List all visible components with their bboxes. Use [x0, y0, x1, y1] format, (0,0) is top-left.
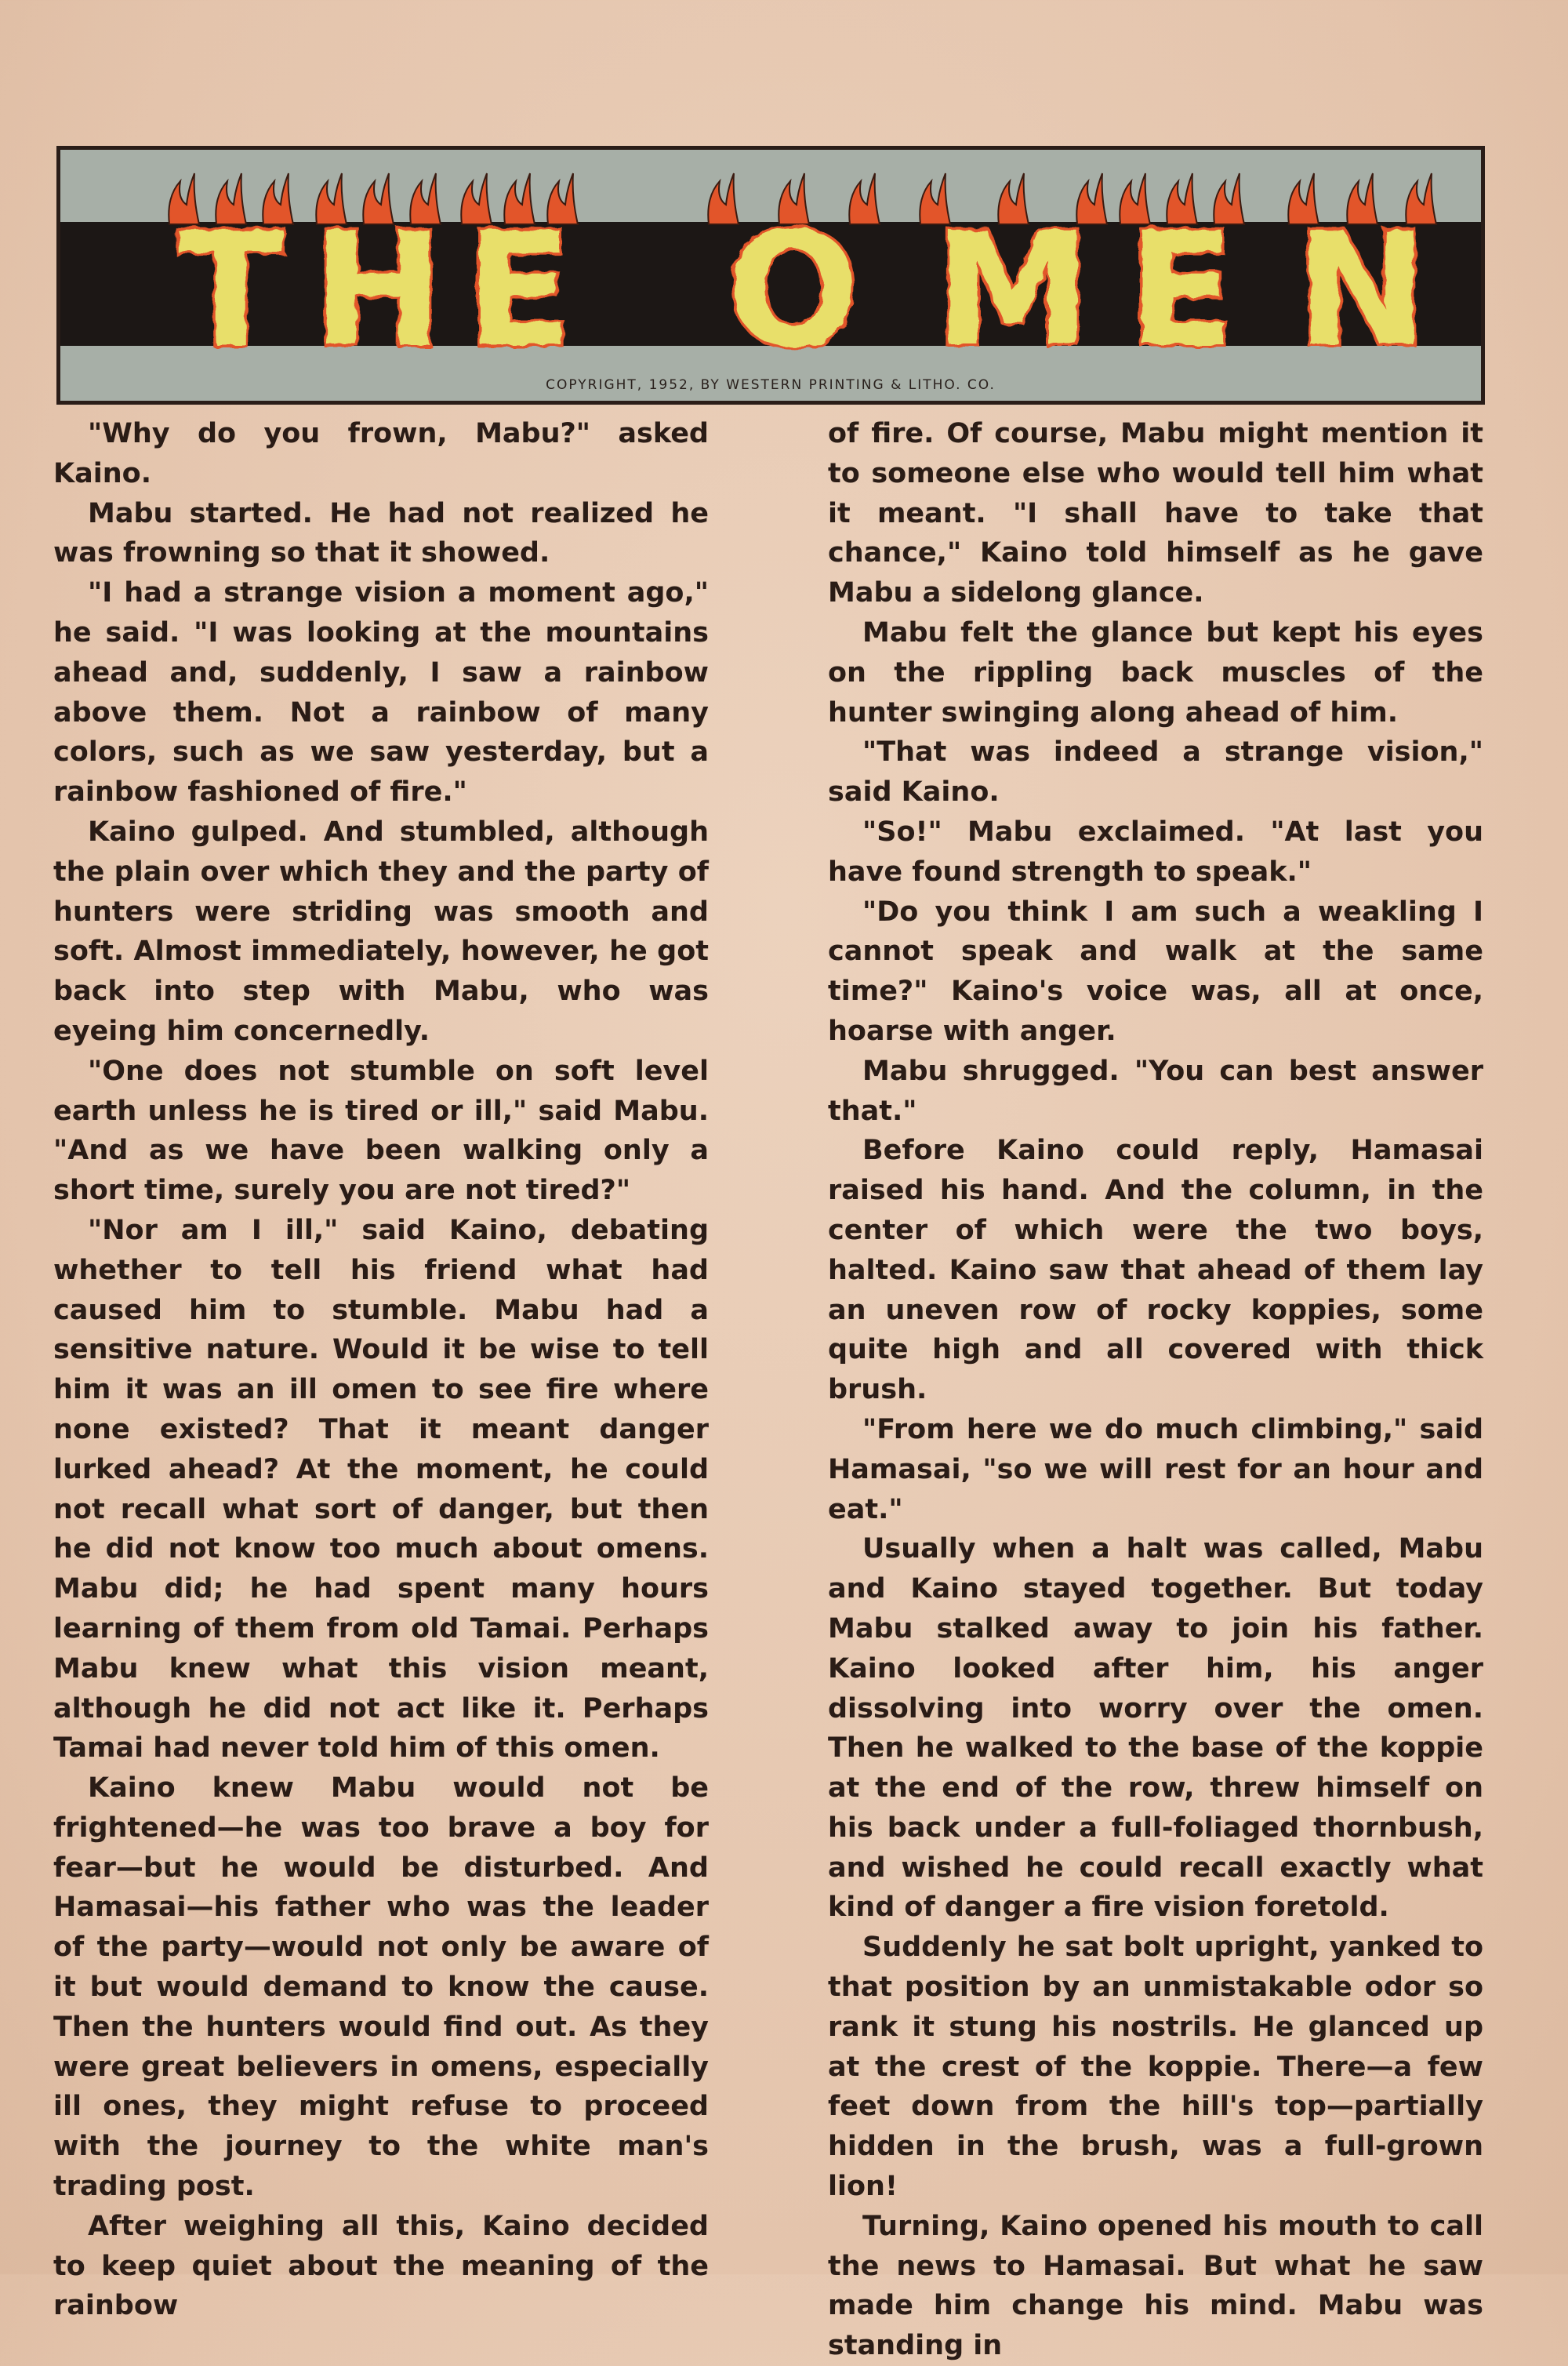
paragraph: Before Kaino could reply, Hamasai raised his hand. And the column, in the center of which were the two boys, halted. Kaino saw that ahead of them lay an uneven row of rocky koppies, some quite high and all covered with thick brush.: [828, 1135, 1483, 1406]
title-letter: E: [465, 199, 573, 377]
paragraph: "One does not stumble on soft level earth unless he is tired or ill," said Mabu. "And as we have been walking only a short time, surely you are not tired?": [53, 1055, 709, 1207]
title-letter: H: [312, 199, 444, 377]
title-banner: [56, 146, 1485, 405]
paragraph: "From here we do much climbing," said Hamasai, "so we will rest for an hour and eat.": [828, 1413, 1483, 1525]
paragraph: Turning, Kaino opened his mouth to call the news to Hamasai. But what he saw made him change his mind. Mabu was standing in: [828, 2210, 1483, 2362]
paragraph: "So!" Mabu exclaimed. "At last you have found strength to speak.": [828, 816, 1483, 888]
paragraph: Kaino knew Mabu would not be frightened—he was too brave a boy for fear—but he would be disturbed. And Hamasai—his father who was the leader of the party—would not only be aware of it but would demand to know the cause. Then the hunters would find out. As they were great believers in omens, especially ill ones, they might refuse to proceed with the journey to the white man's trading post.: [53, 1772, 709, 2203]
paragraph: "I had a strange vision a moment ago," he said. "I was looking at the mountains ahead and, suddenly, I saw a rainbow above them. Not a rainbow of many colors, such as we saw yesterday, but a rainbow fashioned of fire.": [53, 577, 709, 809]
paragraph: of fire. Of course, Mabu might mention it to someone else who would tell him what it meant. "I shall have to take that chance," Kaino told himself as he gave Mabu a sidelong glance.: [828, 418, 1483, 609]
story-title: [60, 150, 1481, 377]
paragraph: Usually when a halt was called, Mabu and Kaino stayed together. But today Mabu stalked away to join his father. Kaino looked after him, his anger dissolving into worry over the omen. Then he walked to the base of the koppie at the end of the row, threw himself on his back under a full-foliaged thornbush, and wished he could recall exactly what kind of danger a fire vision foretold.: [828, 1533, 1483, 1924]
paragraph: Suddenly he sat bolt upright, yanked to that position by an unmistakable odor so rank it stung his nostrils. He glanced up at the crest of the koppie. There—a few feet down from the hill's top—partially hidden in the brush, was a full-grown lion!: [828, 1932, 1483, 2203]
paragraph: "Why do you frown, Mabu?" asked Kaino.: [53, 418, 709, 489]
paragraph: Mabu shrugged. "You can best answer that.": [828, 1055, 1483, 1127]
right-column: [828, 414, 1483, 2366]
paragraph: "Nor am I ill," said Kaino, debating whether to tell his friend what had caused him to stumble. Mabu had a sensitive nature. Would it be wise to tell him it was an ill omen to see fire where none existed? That it meant danger lurked ahead? At the moment, he could not recall what sort of danger, but then he did not know too much about omens. Mabu did; he had spent many hours learning of them from old Tamai. Perhaps Mabu knew what this vision meant, although he did not act like it. Perhaps Tamai had never told him of this omen.: [53, 1214, 709, 1765]
paragraph: Mabu started. He had not realized he was frowning so that it showed.: [53, 497, 709, 569]
title-letter: E: [1127, 199, 1236, 377]
title-letter: M: [935, 199, 1091, 377]
title-letter: T: [176, 199, 285, 377]
title-letter: N: [1296, 199, 1428, 377]
left-column: [53, 414, 709, 2326]
paragraph: Kaino gulped. And stumbled, although the plain over which they and the party of hunters were striding was smooth and soft. Almost immediately, however, he got back into step with Mabu, who was eyeing him concernedly.: [53, 816, 709, 1047]
title-letter: O: [726, 199, 861, 377]
paragraph: Mabu felt the glance but kept his eyes on the rippling back muscles of the hunter swinging along ahead of him.: [828, 616, 1483, 729]
paragraph: After weighing all this, Kaino decided to keep quiet about the meaning of the rainbow: [53, 2210, 709, 2322]
paragraph: "Do you think I am such a weakling I cannot speak and walk at the same time?" Kaino's voice was, all at once, hoarse with anger.: [828, 896, 1483, 1047]
copyright-notice: COPYRIGHT, 1952, BY WESTERN PRINTING & LITHO. CO.: [546, 377, 996, 393]
paragraph: "That was indeed a strange vision," said Kaino.: [828, 736, 1483, 809]
